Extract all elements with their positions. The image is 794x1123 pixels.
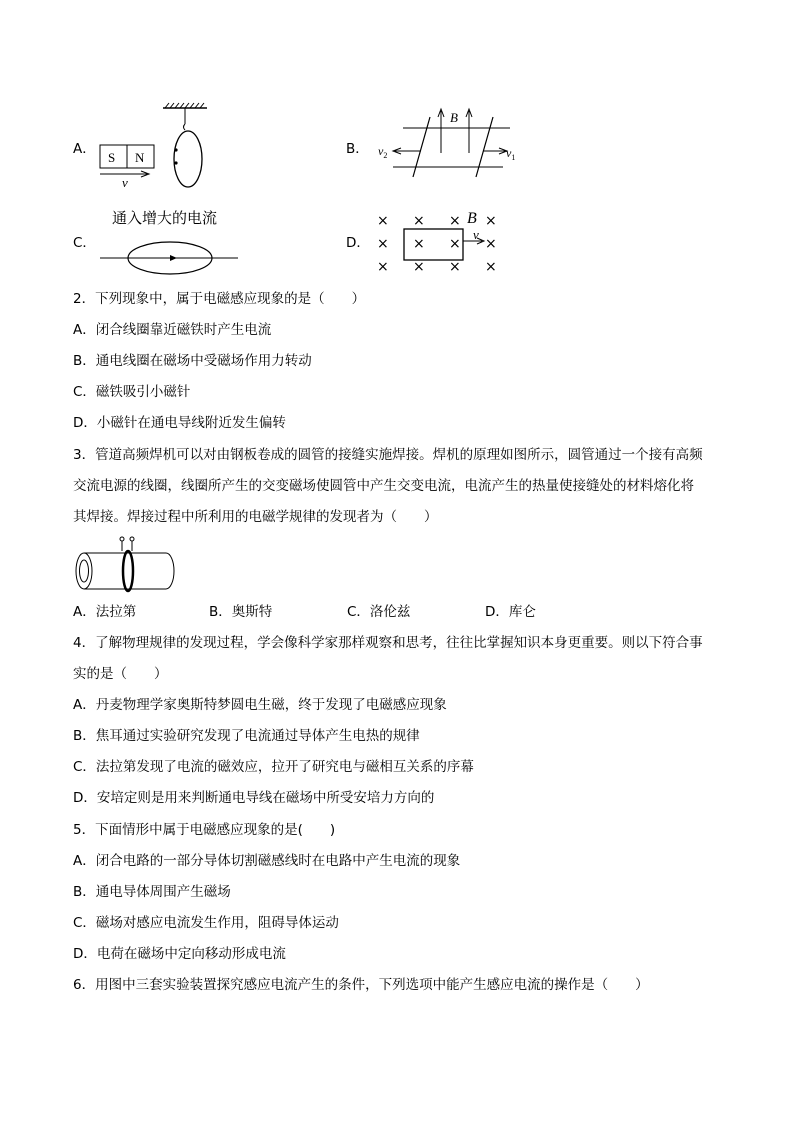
velocity-v-label: v: [122, 175, 128, 190]
field-x-mark: ×: [485, 213, 497, 229]
q3-option-d: D．库仑: [485, 604, 536, 620]
q3-stem-line-3: 其焊接。焊接过程中所利用的电磁学规律的发现者为（ ）: [73, 509, 438, 525]
v1-label: v: [506, 146, 512, 160]
q5-option-b: B．通电导体周围产生磁场: [73, 884, 231, 900]
d-velocity-label: v: [473, 227, 479, 242]
q4-option-d: D．安培定则是用来判断通电导线在磁场中所受安培力方向的: [73, 790, 435, 806]
magnet-n-text: N: [135, 150, 145, 165]
v2-subscript: 2: [383, 151, 388, 160]
option-d-label: D．: [346, 235, 370, 251]
option-c-label: C．: [73, 235, 96, 251]
option-c-caption: 通入增大的电流: [112, 209, 218, 227]
option-b-label: B．: [346, 141, 369, 157]
option-a-label: A．: [73, 141, 96, 157]
d-b-field-label: B: [467, 210, 477, 227]
q3-option-a: A．法拉第: [73, 604, 137, 620]
field-x-mark: ×: [413, 236, 425, 252]
q5-option-c: C．磁场对感应电流发生作用，阻碍导体运动: [73, 915, 339, 931]
field-x-mark: ×: [449, 236, 461, 252]
q2-option-c: C．磁铁吸引小磁针: [73, 384, 191, 400]
option-c-figure: [98, 238, 243, 280]
q3-stem-line-2: 交流电源的线圈，线圈所产生的交变磁场使圆管中产生交变电流，电流产生的热量使接缝处的材料熔化将: [73, 478, 694, 494]
q4-stem-line-1: 4．了解物理规律的发现过程，学会像科学家那样观察和思考，往往比掌握知识本身更重要。则以下符合事: [73, 635, 703, 651]
option-a-figure: [95, 102, 220, 190]
q6-stem: 6．用图中三套实验装置探究感应电流产生的条件，下列选项中能产生感应电流的操作是（ ）: [73, 977, 649, 993]
field-x-mark: ×: [377, 259, 389, 275]
v1-subscript: 1: [511, 153, 516, 162]
q4-option-c: C．法拉第发现了电流的磁效应，拉开了研究电与磁相互关系的序幕: [73, 759, 474, 775]
q2-option-b: B．通电线圈在磁场中受磁场作用力转动: [73, 353, 312, 369]
magnet-s-text: S: [108, 150, 116, 165]
field-x-mark: ×: [413, 259, 425, 275]
option-b-figure: [375, 105, 525, 185]
b-field-label: B: [450, 110, 458, 125]
svg-text:v2: [378, 144, 387, 160]
field-x-mark: ×: [377, 213, 389, 229]
q4-option-a: A．丹麦物理学家奥斯特梦圆电生磁，终于发现了电磁感应现象: [73, 697, 447, 713]
q5-stem: 5．下面情形中属于电磁感应现象的是( ): [73, 822, 336, 838]
q4-option-b: B．焦耳通过实验研究发现了电流通过导体产生电热的规律: [73, 728, 420, 744]
field-x-mark: ×: [413, 213, 425, 229]
option-d-figure: [372, 206, 502, 276]
q3-option-c: C．洛伦兹: [347, 604, 411, 620]
field-x-mark: ×: [485, 259, 497, 275]
q5-option-a: A．闭合电路的一部分导体切割磁感线时在电路中产生电流的现象: [73, 853, 461, 869]
q3-option-b: B．奥斯特: [209, 604, 273, 620]
field-x-mark: ×: [449, 259, 461, 275]
field-x-mark: ×: [485, 236, 497, 252]
field-x-mark: ×: [377, 236, 389, 252]
svg-text:v1: [506, 146, 515, 162]
v2-label: v: [378, 144, 384, 158]
field-x-mark: ×: [449, 213, 461, 229]
pipe-welder-figure: [72, 533, 182, 593]
q2-option-a: A．闭合线圈靠近磁铁时产生电流: [73, 322, 272, 338]
q5-option-d: D．电荷在磁场中定向移动形成电流: [73, 946, 286, 962]
q2-stem: 2．下列现象中，属于电磁感应现象的是（ ）: [73, 291, 366, 307]
q4-stem-line-2: 实的是（ ）: [73, 666, 168, 682]
q2-option-d: D．小磁针在通电导线附近发生偏转: [73, 415, 286, 431]
q3-stem-line-1: 3．管道高频焊机可以对由钢板卷成的圆管的接缝实施焊接。焊机的原理如图所示，圆管通过一个接有高频: [73, 447, 703, 463]
